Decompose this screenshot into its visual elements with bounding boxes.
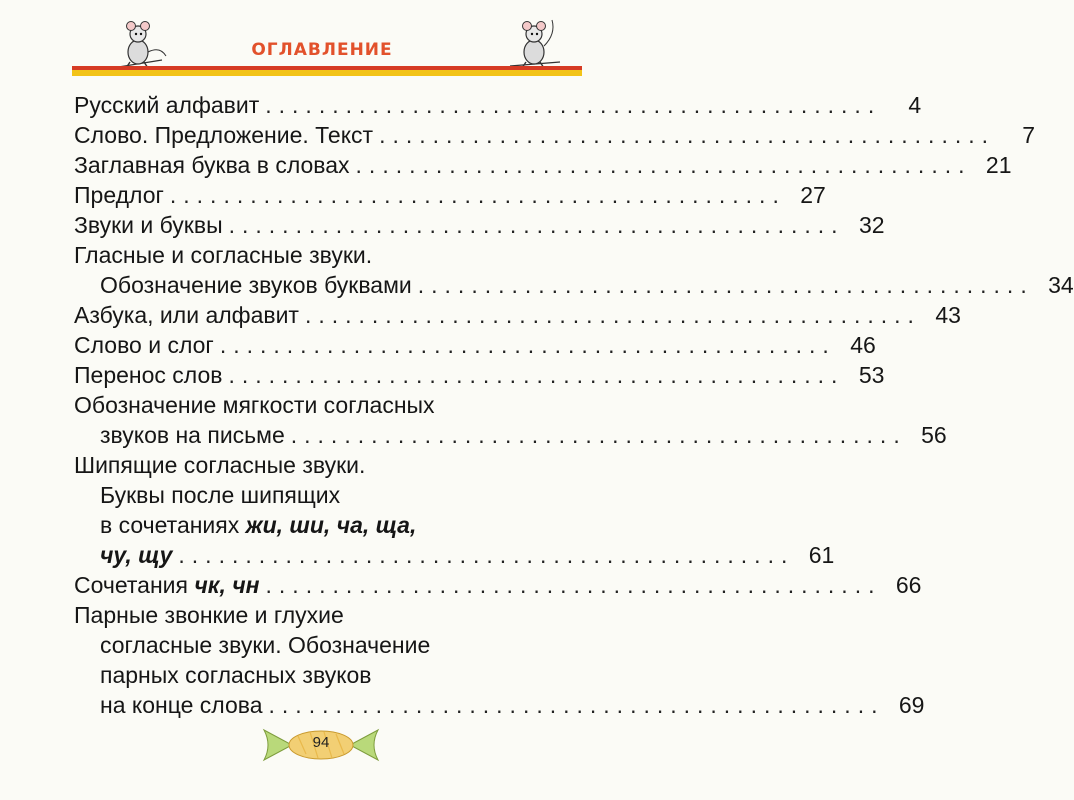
toc-entry-title: Слово. Предложение. Текст: [74, 122, 374, 148]
toc-page-number: 56: [921, 422, 947, 448]
toc-entry-emphasis: чк, чн: [194, 572, 260, 598]
dot-leader: ..............................................: [355, 152, 972, 178]
toc-entry[interactable]: [74, 600, 925, 720]
toc-entry[interactable]: [74, 450, 835, 570]
toc-entry[interactable]: [74, 570, 922, 600]
toc-entry-title: Обозначение мягкости согласных: [74, 392, 435, 418]
toc-entry[interactable]: [74, 360, 885, 390]
toc-entry-emphasis: жи, ши, ча, ща,: [245, 512, 417, 538]
toc-page-number: 7: [1022, 122, 1036, 148]
toc-page-number: 66: [895, 572, 922, 598]
dot-leader: ..............................................: [228, 362, 845, 388]
toc-entry-title: Звуки и буквы: [74, 212, 223, 238]
toc-entry-title-continued: на конце слова: [100, 692, 263, 718]
toc-entry-title: Шипящие согласные звуки.: [74, 452, 366, 478]
header: [62, 0, 582, 90]
dot-leader: ..............................................: [219, 332, 836, 358]
toc-entry-title-continued: согласные звуки. Обозначение: [100, 632, 431, 658]
dot-leader: ..............................................: [265, 572, 882, 598]
dot-leader: ..............................................: [417, 272, 1034, 298]
toc-entry[interactable]: [74, 330, 876, 360]
toc-page-number: 4: [908, 92, 922, 118]
toc-page-number: 21: [985, 152, 1012, 178]
toc-entry-title: Азбука, или алфавит: [74, 302, 299, 328]
toc-entry[interactable]: [74, 150, 1012, 180]
toc-page-number: 34: [1048, 272, 1074, 298]
table-of-contents: [74, 90, 1074, 720]
toc-entry-title: Гласные и согласные звуки.: [74, 242, 373, 268]
toc-entry-title: Предлог: [74, 182, 164, 208]
toc-entry-title: Заглавная буква в словах: [74, 152, 350, 178]
toc-entry[interactable]: [74, 90, 922, 120]
toc-entry-emphasis: чу, щу: [100, 542, 173, 568]
dot-leader: ..............................................: [379, 122, 996, 148]
toc-entry[interactable]: [74, 180, 826, 210]
toc-entry-title: Сочетания: [74, 572, 195, 598]
dot-leader: ..............................................: [228, 212, 845, 238]
dot-leader: ..............................................: [265, 92, 882, 118]
dot-leader: ..............................................: [169, 182, 786, 208]
dot-leader: ..............................................: [304, 302, 921, 328]
toc-page-number: 46: [850, 332, 876, 358]
toc-page-number: 27: [800, 182, 826, 208]
toc-entry[interactable]: [74, 300, 961, 330]
toc-entry[interactable]: [74, 120, 1036, 150]
page-footer: [262, 724, 380, 766]
toc-entry[interactable]: [74, 210, 885, 240]
toc-entry-title: Перенос слов: [74, 362, 223, 388]
toc-entry-title-continued: Обозначение звуков буквами: [100, 272, 412, 298]
toc-entry-title-continued: в сочетаниях: [100, 512, 246, 538]
toc-entry-title: Парные звонкие и глухие: [74, 602, 344, 628]
dot-leader: ..............................................: [268, 692, 885, 718]
toc-page-number: 43: [935, 302, 961, 328]
page-number: 94: [312, 734, 330, 751]
toc-entry-title-continued: Буквы после шипящих: [100, 482, 341, 508]
mouse-right-icon: [502, 16, 562, 72]
toc-entry-title: Русский алфавит: [74, 92, 260, 118]
dot-leader: ..............................................: [290, 422, 907, 448]
toc-entry[interactable]: [74, 240, 1074, 300]
page-title: ОГЛАВЛЕНИЕ: [251, 40, 393, 60]
toc-page-number: 69: [898, 692, 925, 718]
toc-entry-title: Слово и слог: [74, 332, 214, 358]
toc-page-number: 32: [858, 212, 885, 238]
toc-entry[interactable]: [74, 390, 947, 450]
toc-entry-title-continued: парных согласных звуков: [100, 662, 372, 688]
toc-page-number: 61: [808, 542, 835, 568]
dot-leader: ..............................................: [178, 542, 795, 568]
header-stripe-yellow: [72, 70, 582, 76]
toc-entry-title-continued: звуков на письме: [100, 422, 285, 448]
toc-page-number: 53: [858, 362, 885, 388]
